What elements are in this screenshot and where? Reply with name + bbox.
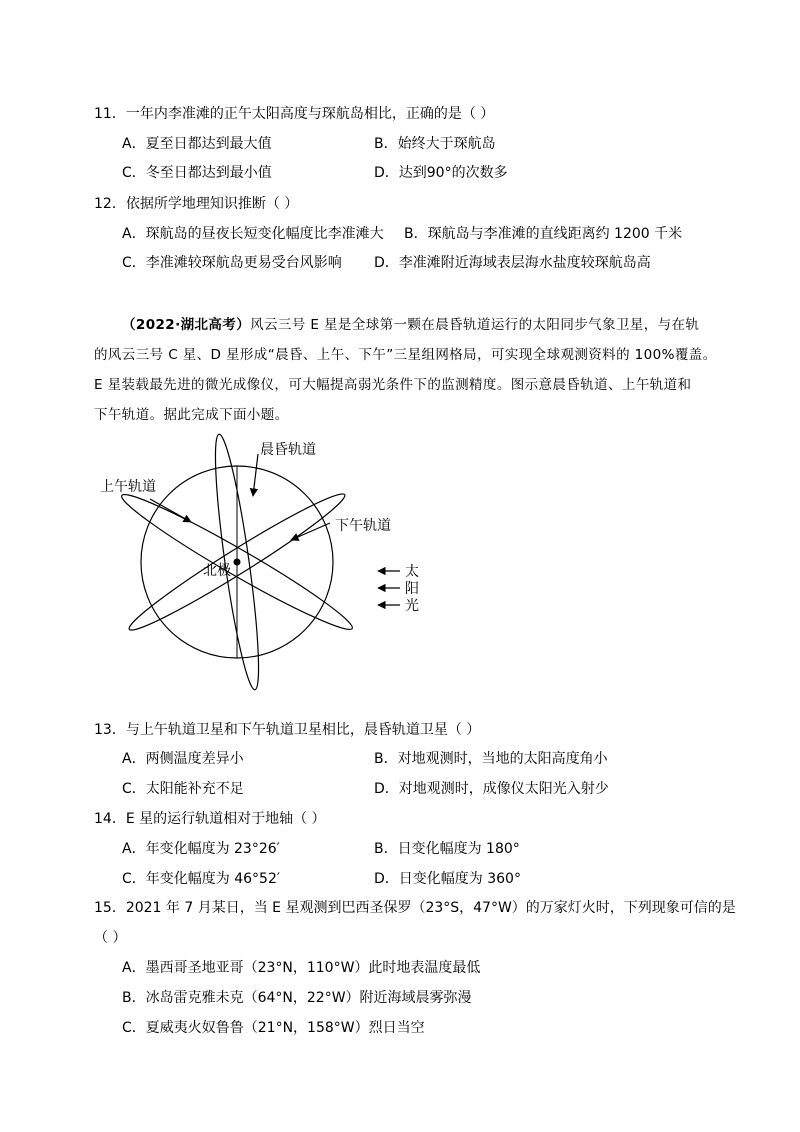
q13-stem: 13．与上午轨道卫星和下午轨道卫星相比，晨昏轨道卫星（ ）: [94, 722, 481, 738]
passage-line-1: （2022·湖北高考）风云三号 E 星是全球第一颗在晨昏轨道运行的太阳同步气象卫星，与在轨: [122, 317, 700, 333]
q15-stem-continued: （ ）: [94, 930, 127, 946]
q13-option-c: C．太阳能补充不足: [122, 781, 244, 797]
q15-option-a: A．墨西哥圣地亚哥（23°N，110°W）此时地表温度最低: [122, 960, 481, 976]
afternoon-arrow: [291, 523, 330, 540]
passage-source: （2022·湖北高考）: [122, 317, 251, 333]
q13-option-a: A．两侧温度差异小: [122, 751, 244, 767]
q15-option-b: B．冰岛雷克雅未克（64°N，22°W）附近海域晨雾弥漫: [122, 990, 472, 1006]
label-north-pole: 北极: [203, 563, 231, 579]
q11-option-d: D．达到90°的次数多: [374, 165, 508, 181]
q14-option-a: A．年变化幅度为 23°26′: [122, 841, 280, 857]
label-sun-1: 太: [405, 564, 419, 580]
q11-stem: 11．一年内李准滩的正午太阳高度与琛航岛相比，正确的是（ ）: [94, 106, 495, 122]
q15-stem: 15．2021 年 7 月某日，当 E 星观测到巴西圣保罗（23°S，47°W）的万家灯火时，下列现象可信的是: [94, 900, 736, 916]
q13-option-b: B．对地观测时，当地的太阳高度角小: [374, 751, 608, 767]
passage-line-3: E 星装载最先进的微光成像仪，可大幅提高弱光条件下的监测精度。图示意晨昏轨道、上午轨道和: [94, 377, 692, 393]
q14-option-c: C．年变化幅度为 46°52′: [122, 871, 281, 887]
label-dawn-dusk-orbit: 晨昏轨道: [260, 442, 316, 458]
q11-option-c: C．冬至日都达到最小值: [122, 165, 272, 181]
q14-stem: 14．E 星的运行轨道相对于地轴（ ）: [94, 811, 326, 827]
dawn-dusk-arrow: [253, 454, 258, 496]
q13-option-d: D．对地观测时，成像仪太阳光入射少: [374, 781, 609, 797]
north-pole-dot: [234, 559, 241, 566]
q12-stem: 12．依据所学地理知识推断（ ）: [94, 196, 299, 212]
label-morning-orbit: 上午轨道: [100, 479, 156, 495]
q12-option-c: C．李准滩较琛航岛更易受台风影响: [122, 255, 342, 271]
label-afternoon-orbit: 下午轨道: [335, 518, 391, 534]
q14-option-b: B．日变化幅度为 180°: [374, 841, 520, 857]
passage-line-2: 的风云三号 C 星、D 星形成“晨昏、上午、下午”三星组网格局，可实现全球观测资料的 100%覆盖。: [94, 347, 717, 363]
label-sun-2: 阳: [405, 581, 419, 597]
q11-option-b: B．始终大于琛航岛: [374, 136, 496, 152]
q14-option-d: D．日变化幅度为 360°: [374, 871, 521, 887]
q15-option-c: C．夏威夷火奴鲁鲁（21°N，158°W）烈日当空: [122, 1020, 425, 1036]
passage-line-4: 下午轨道。据此完成下面小题。: [94, 407, 289, 423]
label-sun-3: 光: [405, 598, 419, 614]
q12-option-a: A．琛航岛的昼夜长短变化幅度比李准滩大: [122, 226, 384, 242]
q11-option-a: A．夏至日都达到最大值: [122, 136, 272, 152]
q12-option-d: D．李准滩附近海域表层海水盐度较琛航岛高: [374, 255, 651, 271]
q12-option-b: B．琛航岛与李准滩的直线距离约 1200 千米: [404, 226, 683, 242]
